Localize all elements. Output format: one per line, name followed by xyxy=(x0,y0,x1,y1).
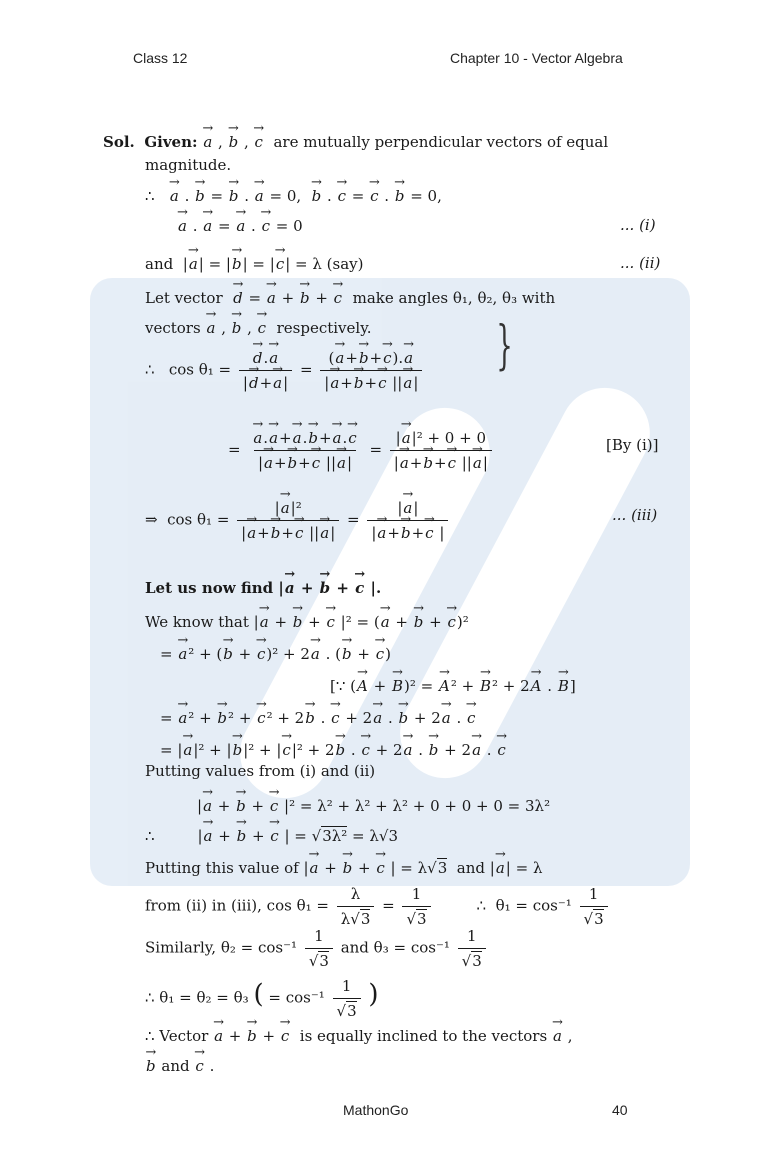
respectively-text: respectively. xyxy=(276,319,372,337)
let-vector-line: Let vector → d = → a + → b + → c make angles θ₁, θ₂, θ₃ with xyxy=(145,288,555,308)
footer-page-number: 40 xyxy=(612,1102,628,1118)
putting-this-line: Putting this value of |→ a + → b + → c | = λ√3 and |→ a| = λ xyxy=(145,858,542,878)
and-word: and xyxy=(145,255,174,273)
conclusion-rest-text: is equally inclined to the vectors xyxy=(299,1027,548,1045)
conclusion-line: ∴ Vector → a + → b + → c is equally inclined to the vectors → a , xyxy=(145,1026,572,1046)
vectors-text: vectors xyxy=(145,319,201,337)
cos-theta-eq-2: = → $\frac{a.\to a+\to a.\to b+\to a.\to c}{|\to a+\to b+\to c ||\to a|}$ = $\frac{\text{|→ a|² + 0 + 0}}{|\to a+\to b+\to c ||\to a|}$ xyxy=(228,428,495,473)
sol-label: Sol. xyxy=(103,133,135,151)
conclusion-line-2: → b and → c . xyxy=(145,1056,214,1076)
result-3l: = λ² + λ² + λ² + 0 + 0 + 0 = 3λ² xyxy=(299,797,551,815)
let-find-line: Let us now find |→ a + → b + → c |. xyxy=(145,578,381,598)
from-ii-line: from (ii) in (iii), cos θ₁ = $\frac{\lambda}{\lambda√3}$ = $\frac{1}{√3}$ ∴ θ₁ = cos⁻¹ $\frac{1}{√3}$ xyxy=(145,884,611,929)
conclusion-text: ∴ Vector xyxy=(145,1027,209,1045)
result-root: = λ√3 xyxy=(352,827,398,845)
expand-line-3: = |→ a|² + |→ b|² + |→ c|² + 2→ b . → c + 2→ a . → b + 2→ a . → c xyxy=(160,740,507,760)
given-label: Given: xyxy=(144,133,198,151)
dot-products-2: → a . → a = → a . → c = 0 xyxy=(177,216,303,236)
solution-given: Sol. Given: → a , → b , → c are mutually perpendicular vectors of equal xyxy=(103,132,608,152)
expand-line-1: = → a² + (→ b + → c)² + 2→ a . (→ b + → c) xyxy=(160,644,391,664)
make-angles-text: make angles θ₁, θ₂, θ₃ with xyxy=(352,289,556,307)
we-know-line: We know that |→ a + → b + → c |² = (→ a + → b + → c)² xyxy=(145,612,469,632)
by-i-tag: [By (i)] xyxy=(606,436,659,454)
say-text: (say) xyxy=(326,255,364,273)
eq-tag-ii: ... (ii) xyxy=(620,254,661,272)
given-text: are mutually perpendicular vectors of equal xyxy=(273,133,609,151)
and-theta3-text: and θ₃ = cos⁻¹ xyxy=(340,938,450,957)
similarly-line: Similarly, θ₂ = cos⁻¹ $\frac{1}{√3}$ and θ₃ = cos⁻¹ $\frac{1}{√3}$ xyxy=(145,926,489,971)
putting-this-text: Putting this value of xyxy=(145,859,299,877)
vectors-line: vectors → a , → b , → c respectively. xyxy=(145,318,371,338)
header-class: Class 12 xyxy=(133,50,188,66)
dot-products-1: ∴ → a . → b = → b . → a = 0, → b . → c = → c . → b = 0, xyxy=(145,186,442,206)
and-text: and xyxy=(161,1057,190,1075)
identity-line: [∵ (→ A + → B)² = → A² + → B² + 2→ A . → B] xyxy=(330,676,576,696)
equal-angles-line: ∴ θ₁ = θ₂ = θ₃ ( = cos⁻¹ $\frac{1}{√3}$ ) xyxy=(145,977,379,1020)
cos-theta-eq-3: ⇒ cos θ₁ = $\frac{\text{|→ a|²}}{|\to a+\to b+\to c ||\to a|}$ = $\frac{|\to a|}{|\to a+\to b+\to c |}$ xyxy=(145,498,451,543)
sum-squared-line: |→ a + → b + → c |² = λ² + λ² + λ² + 0 + 0 + 0 = 3λ² xyxy=(197,796,550,816)
eq-tag-i: ... (i) xyxy=(620,216,656,234)
sum-magnitude-line: ∴ |→ a + → b + → c | = √3λ² = λ√3 xyxy=(145,826,398,846)
we-know-text: We know that xyxy=(145,613,249,631)
expand-line-2: = → a² + → b² + → c² + 2→ b . → c + 2→ a . → b + 2→ a . → c xyxy=(160,708,476,728)
putting-values-line: Putting values from (i) and (ii) xyxy=(145,762,376,780)
cos-theta-eq-1: ∴ cos θ₁ = → $\frac{d.\to a}{|\to d+\to a|}$ = $\frac{(\to a+\to b+\to c).\to a}{|\to a+\to b+\to c ||\to a|}$ xyxy=(145,348,425,393)
let-vector-text: Let vector xyxy=(145,289,223,307)
equal-thetas-text: ∴ θ₁ = θ₂ = θ₃ xyxy=(145,988,249,1007)
magnitude-text: magnitude. xyxy=(145,156,232,174)
similarly-text: Similarly, θ₂ = cos⁻¹ xyxy=(145,938,298,957)
from-ii-text: from (ii) in (iii), cos θ₁ = xyxy=(145,896,329,915)
header-chapter: Chapter 10 - Vector Algebra xyxy=(450,50,623,66)
right-brace: } xyxy=(496,316,513,376)
let-find-text: Let us now find xyxy=(145,579,274,597)
eq-tag-iii: ... (iii) xyxy=(612,506,658,524)
equal-magnitudes: and |→ a| = |→ b| = |→ c| = λ (say) xyxy=(145,254,363,274)
footer-brand: MathonGo xyxy=(343,1102,409,1118)
